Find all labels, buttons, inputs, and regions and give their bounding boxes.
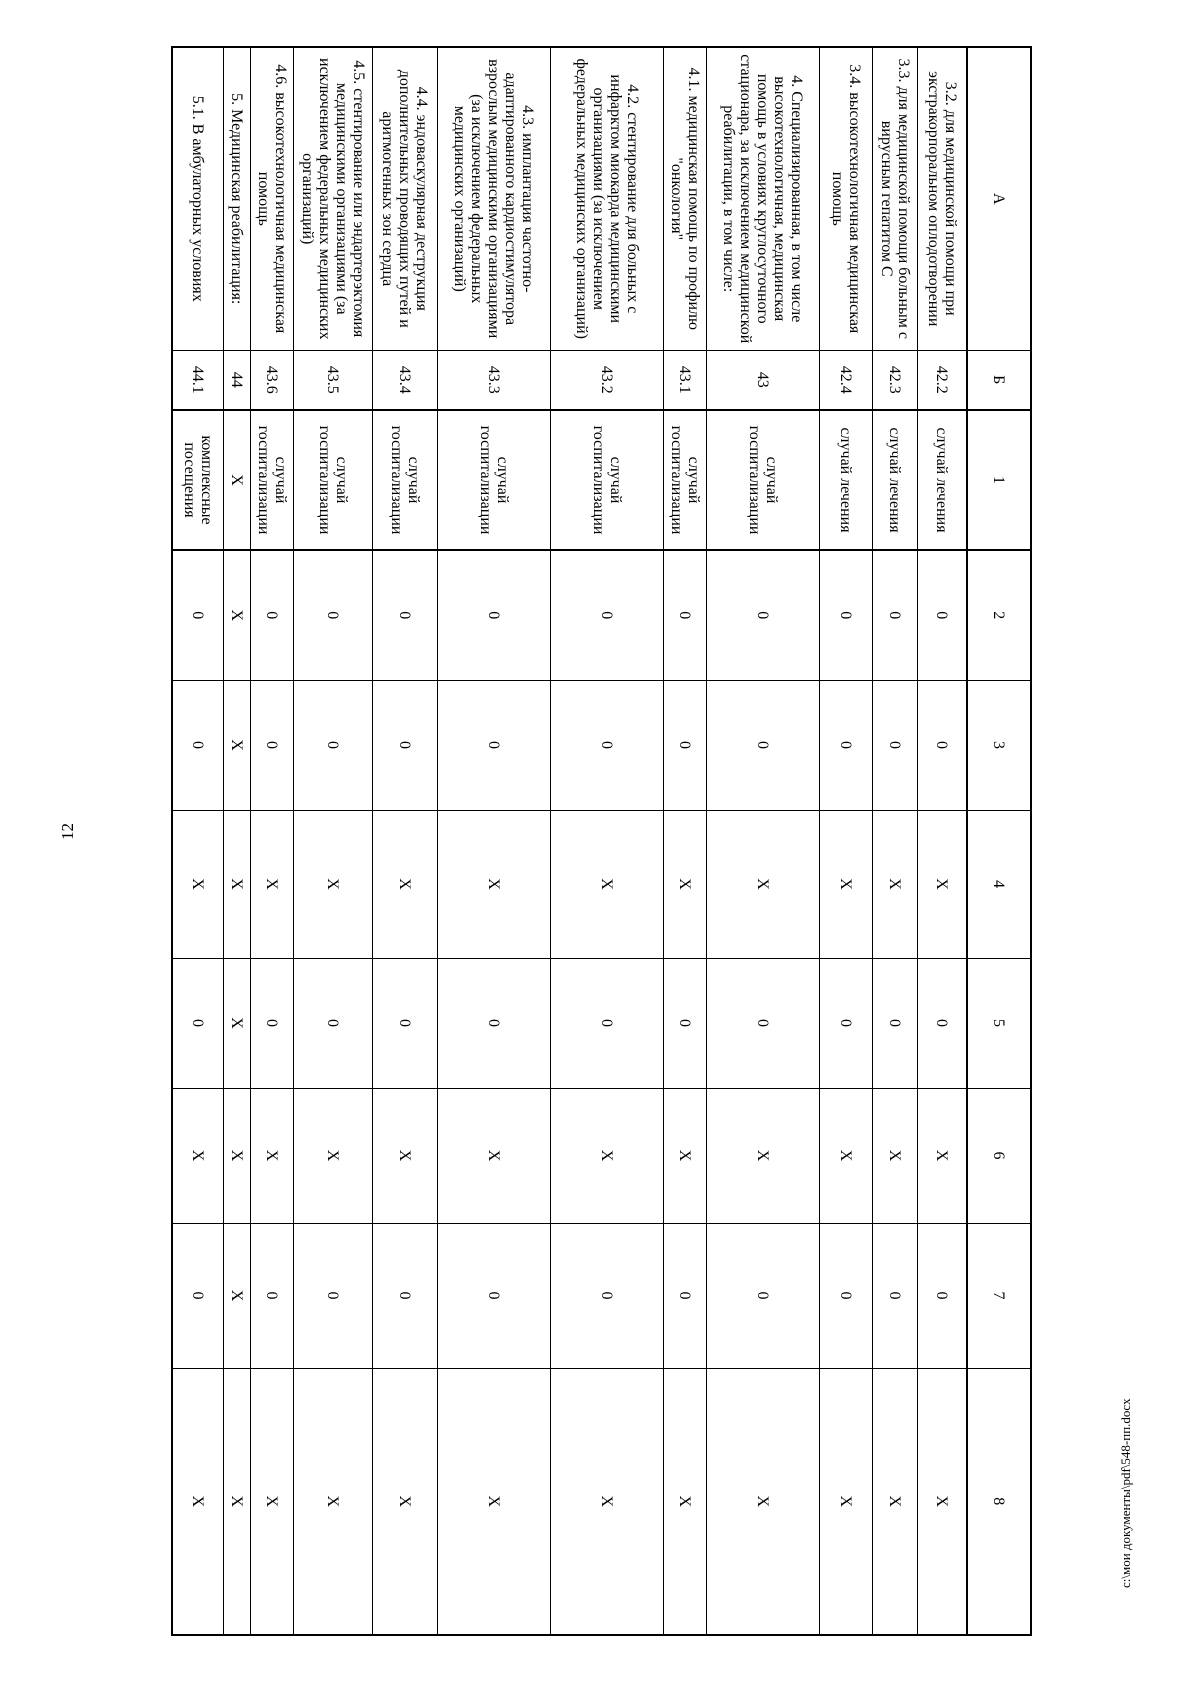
table-cell: 0: [707, 550, 820, 680]
table-cell: 0: [551, 550, 664, 680]
table-cell: 42.2: [918, 350, 968, 410]
page-number: 12: [58, 823, 77, 840]
table-cell: случай лечения: [918, 410, 968, 550]
table-cell: 3.2. для медицинской помощи при экстракорпоральном оплодотворении: [918, 47, 968, 350]
table-cell: 42.3: [873, 350, 918, 410]
table-cell: 0: [918, 958, 968, 1088]
table-cell: 0: [873, 680, 918, 810]
table-cell: Х: [373, 810, 438, 958]
table-cell: 0: [551, 958, 664, 1088]
column-header-5: 4: [967, 810, 1031, 958]
table-cell: 0: [294, 1223, 373, 1368]
table-cell: 0: [707, 958, 820, 1088]
table-cell: 0: [251, 958, 294, 1088]
table-cell: 5.1. В амбулаторных условиях: [172, 47, 224, 350]
table-cell: 4.4. эндоваскулярная деструкция дополнительных проводящих путей и аритмогенных зон сердца: [373, 47, 438, 350]
table-cell: 44: [224, 350, 251, 410]
table-cell: 0: [664, 1223, 707, 1368]
table-cell: 0: [373, 958, 438, 1088]
table-cell: Х: [224, 958, 251, 1088]
table-cell: Х: [820, 1088, 873, 1223]
table-cell: 0: [373, 550, 438, 680]
table-cell: 43.4: [373, 350, 438, 410]
table-cell: Х: [224, 1088, 251, 1223]
table-cell: случай лечения: [820, 410, 873, 550]
table-cell: Х: [873, 1368, 918, 1635]
rotated-table-container: [174, 46, 1032, 1634]
table-cell: 4.5. стентирование или эндартерэктомия медицинскими организациями (за исключением федеральных медицинских организаций): [294, 47, 373, 350]
table-cell: 0: [172, 1223, 224, 1368]
table-row: [918, 47, 968, 1635]
table-cell: Х: [918, 1368, 968, 1635]
table-cell: 0: [251, 680, 294, 810]
table-cell: 0: [664, 958, 707, 1088]
table-cell: Х: [172, 1088, 224, 1223]
column-header-2: 1: [967, 410, 1031, 550]
table-cell: Х: [918, 810, 968, 958]
table-cell: Х: [664, 1088, 707, 1223]
table-cell: 0: [373, 1223, 438, 1368]
table-cell: 43.5: [294, 350, 373, 410]
table-cell: Х: [224, 810, 251, 958]
table-cell: Х: [172, 1368, 224, 1635]
table-cell: Х: [224, 680, 251, 810]
table-row: [438, 47, 551, 1635]
table-cell: 0: [294, 680, 373, 810]
table-cell: 0: [873, 550, 918, 680]
table-cell: Х: [707, 1368, 820, 1635]
table-cell: Х: [251, 810, 294, 958]
table-cell: 0: [664, 680, 707, 810]
table-cell: 4.3. имплантация частотно-адаптированного кардиостимулятора взрослым медицинскими организациями (за исключением федеральных медицинских организаций): [438, 47, 551, 350]
table-cell: 42.4: [820, 350, 873, 410]
table-row: [251, 47, 294, 1635]
table-cell: 43.1: [664, 350, 707, 410]
table-cell: 0: [438, 1223, 551, 1368]
table-cell: 0: [820, 1223, 873, 1368]
table-cell: Х: [551, 1368, 664, 1635]
table-cell: 0: [918, 680, 968, 810]
table-row: [172, 47, 224, 1635]
table-cell: 0: [294, 958, 373, 1088]
table-cell: 0: [918, 1223, 968, 1368]
table-cell: 44.1: [172, 350, 224, 410]
table-cell: 4.2. стентирование для больных с инфарктом миокарда медицинскими организациями (за исключением федеральных медицинских организаций): [551, 47, 664, 350]
table-cell: случай госпитализации: [707, 410, 820, 550]
table-cell: Х: [820, 1368, 873, 1635]
table-cell: 43.3: [438, 350, 551, 410]
table-row: [664, 47, 707, 1635]
table-cell: 0: [294, 550, 373, 680]
table-cell: 0: [551, 680, 664, 810]
table-cell: 0: [664, 550, 707, 680]
table-row: [873, 47, 918, 1635]
table-cell: 0: [172, 958, 224, 1088]
column-header-1: Б: [967, 350, 1031, 410]
table-cell: 0: [820, 680, 873, 810]
column-header-7: 6: [967, 1088, 1031, 1223]
table-cell: 0: [438, 680, 551, 810]
table-cell: Х: [664, 810, 707, 958]
table-cell: Х: [551, 1088, 664, 1223]
table-cell: 43: [707, 350, 820, 410]
table-cell: Х: [373, 1088, 438, 1223]
table-cell: Х: [251, 1368, 294, 1635]
table-cell: 0: [707, 680, 820, 810]
table-cell: 5. Медицинская реабилитация:: [224, 47, 251, 350]
column-header-9: 8: [967, 1368, 1031, 1635]
table-cell: Х: [664, 1368, 707, 1635]
table-cell: случай госпитализации: [438, 410, 551, 550]
table-cell: 3.3. для медицинской помощи больным с вирусным гепатитом С: [873, 47, 918, 350]
table-cell: Х: [438, 1088, 551, 1223]
table-cell: Х: [873, 810, 918, 958]
table-cell: 0: [873, 958, 918, 1088]
table-row: [224, 47, 251, 1635]
column-header-6: 5: [967, 958, 1031, 1088]
table-cell: 0: [251, 550, 294, 680]
table-cell: Х: [294, 1368, 373, 1635]
column-header-0: А: [967, 47, 1031, 350]
table-cell: Х: [373, 1368, 438, 1635]
table-cell: 0: [820, 550, 873, 680]
table-cell: 0: [438, 550, 551, 680]
table-cell: Х: [873, 1088, 918, 1223]
table-row: [373, 47, 438, 1635]
footer-file-path: c:\мои документы\pdf\548-пп.docx: [1118, 1398, 1133, 1588]
table-cell: Х: [172, 810, 224, 958]
table-cell: Х: [251, 1088, 294, 1223]
table-cell: Х: [224, 550, 251, 680]
table-row: [820, 47, 873, 1635]
table-cell: 0: [438, 958, 551, 1088]
table-cell: 0: [873, 1223, 918, 1368]
table-cell: 43.2: [551, 350, 664, 410]
table-cell: Х: [224, 1368, 251, 1635]
table-cell: Х: [224, 410, 251, 550]
table-cell: случай госпитализации: [551, 410, 664, 550]
table-header-row: [967, 47, 1031, 1635]
table-cell: Х: [294, 1088, 373, 1223]
table-cell: 0: [172, 550, 224, 680]
table-row: [294, 47, 373, 1635]
column-header-8: 7: [967, 1223, 1031, 1368]
table-cell: случай госпитализации: [251, 410, 294, 550]
table-cell: 4.6. высокотехнологичная медицинская помощь: [251, 47, 294, 350]
table-row: [707, 47, 820, 1635]
column-header-4: 3: [967, 680, 1031, 810]
table-cell: случай госпитализации: [373, 410, 438, 550]
table-cell: комплексные посещения: [172, 410, 224, 550]
column-header-3: 2: [967, 550, 1031, 680]
table-cell: Х: [438, 1368, 551, 1635]
table-row: [551, 47, 664, 1635]
table-cell: 4.1. медицинская помощь по профилю "онкология": [664, 47, 707, 350]
table-cell: случай госпитализации: [664, 410, 707, 550]
table-cell: 0: [551, 1223, 664, 1368]
table-cell: Х: [551, 810, 664, 958]
table-cell: 0: [918, 550, 968, 680]
table-cell: Х: [707, 1088, 820, 1223]
table-cell: случай госпитализации: [294, 410, 373, 550]
data-table: [171, 46, 1032, 1636]
table-cell: 0: [172, 680, 224, 810]
table-cell: 0: [373, 680, 438, 810]
table-cell: случай лечения: [873, 410, 918, 550]
table-cell: Х: [820, 810, 873, 958]
table-cell: Х: [707, 810, 820, 958]
table-cell: Х: [918, 1088, 968, 1223]
table-cell: Х: [224, 1223, 251, 1368]
table-cell: Х: [438, 810, 551, 958]
table-cell: 0: [820, 958, 873, 1088]
table-cell: 4. Специализированная, в том числе высокотехнологичная, медицинская помощь в условиях круглосуточного стационара, за исключением медицинской реабилитации, в том числе:: [707, 47, 820, 350]
table-cell: 0: [251, 1223, 294, 1368]
table-cell: 43.6: [251, 350, 294, 410]
table-cell: 3.4. высокотехнологичная медицинская помощь: [820, 47, 873, 350]
table-cell: 0: [707, 1223, 820, 1368]
table-cell: Х: [294, 810, 373, 958]
